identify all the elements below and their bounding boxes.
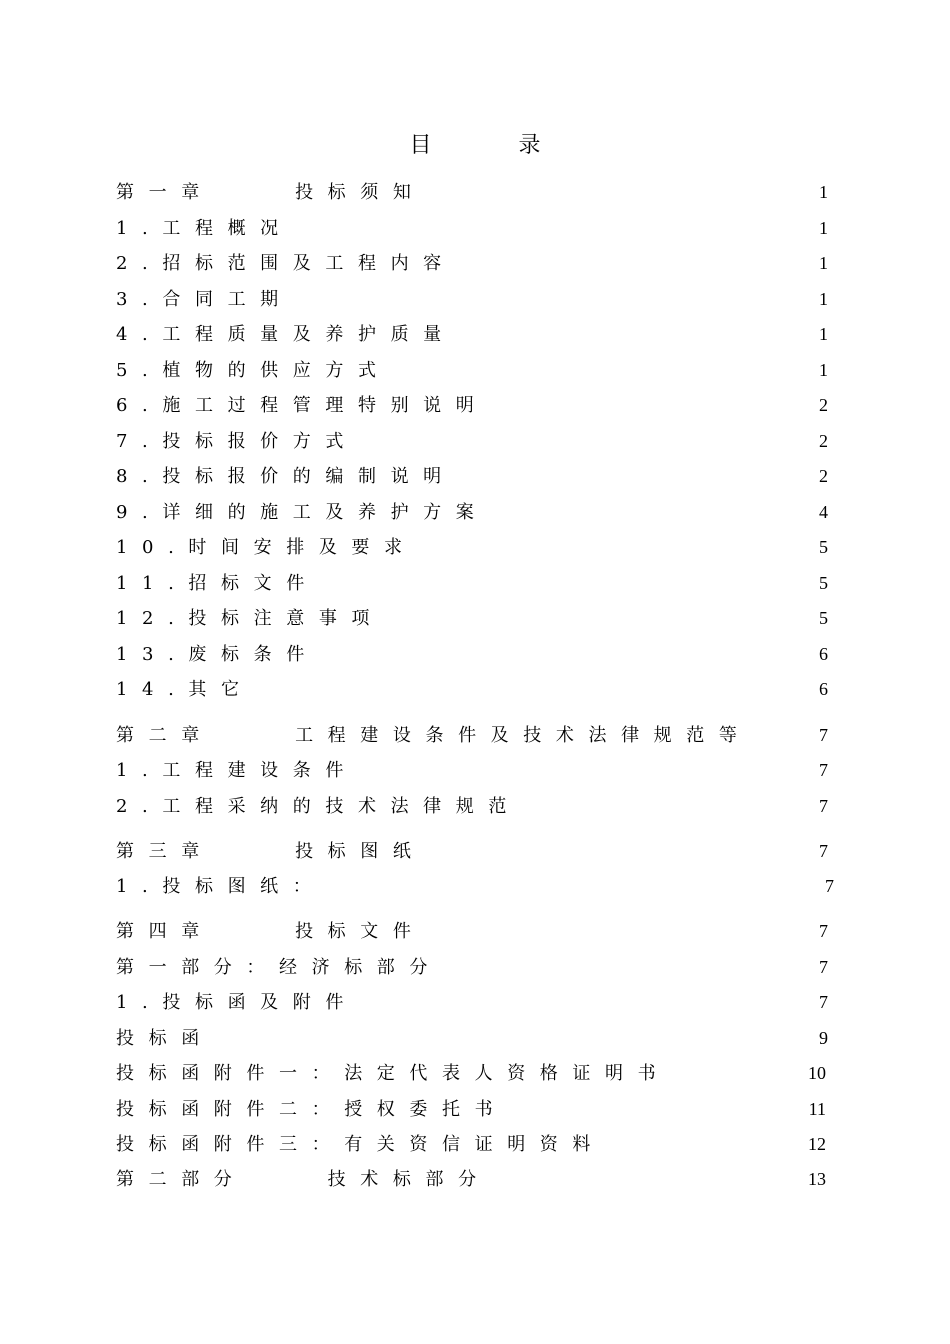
toc-entry[interactable] bbox=[116, 530, 836, 565]
toc-entry[interactable] bbox=[116, 246, 836, 281]
toc-entry[interactable] bbox=[116, 914, 836, 949]
toc-entry[interactable] bbox=[116, 601, 836, 636]
toc-entry-page-number: 7 bbox=[819, 760, 828, 780]
toc-entry[interactable] bbox=[116, 718, 836, 753]
toc-entry-page-number: 2 bbox=[819, 395, 828, 415]
toc-entry-label: 第一部分：经济标部分 bbox=[116, 957, 442, 978]
toc-entry-page-number: 6 bbox=[819, 644, 828, 664]
toc-entry-label: 2.工程采纳的技术法律规范 bbox=[116, 796, 521, 817]
toc-title: 目 录 bbox=[409, 133, 581, 158]
toc-entry-label: 投标函附件三：有关资信证明资料 bbox=[116, 1134, 605, 1155]
toc-entry[interactable] bbox=[116, 753, 836, 788]
toc-entry-page-number: 10 bbox=[808, 1063, 826, 1083]
toc-entry-label: 第三章 投标图纸 bbox=[116, 841, 426, 862]
toc-entry-label: 7.投标报价方式 bbox=[116, 431, 358, 452]
toc-entry-label: 投标函附件二：授权委托书 bbox=[116, 1099, 508, 1120]
toc-entry-label: 3.合同工期 bbox=[116, 289, 293, 310]
toc-entry[interactable] bbox=[116, 672, 836, 707]
toc-entry-label: 投标函附件一：法定代表人资格证明书 bbox=[116, 1063, 671, 1084]
toc-entry-page-number: 13 bbox=[808, 1169, 826, 1189]
toc-entry-label: 4.工程质量及养护质量 bbox=[116, 324, 456, 345]
toc-entry[interactable] bbox=[116, 869, 836, 904]
toc-entry[interactable] bbox=[116, 789, 836, 824]
toc-entry-page-number: 7 bbox=[825, 876, 834, 896]
toc-entry[interactable] bbox=[116, 1056, 836, 1091]
toc-entry[interactable] bbox=[116, 1162, 836, 1197]
toc-entry[interactable] bbox=[116, 317, 836, 352]
toc-entry-page-number: 7 bbox=[819, 921, 828, 941]
toc-entry[interactable] bbox=[116, 1127, 836, 1162]
toc-entry-page-number: 5 bbox=[819, 608, 828, 628]
toc-entry-label: 第二部分 技术标部分 bbox=[116, 1169, 491, 1190]
toc-entry-label: 12.投标注意事项 bbox=[116, 608, 385, 629]
toc-entry[interactable] bbox=[116, 834, 836, 869]
toc-entry-page-number: 1 bbox=[819, 289, 828, 309]
toc-entry-label: 1.工程概况 bbox=[116, 218, 293, 239]
toc-entry-page-number: 1 bbox=[819, 182, 828, 202]
toc-entry-page-number: 4 bbox=[819, 502, 828, 522]
toc-entry[interactable] bbox=[116, 211, 836, 246]
toc-entry-page-number: 7 bbox=[819, 992, 828, 1012]
toc-entry-page-number: 2 bbox=[819, 466, 828, 486]
toc-entry-page-number: 7 bbox=[819, 796, 828, 816]
toc-entry-page-number: 11 bbox=[808, 1099, 826, 1119]
toc-entry[interactable] bbox=[116, 985, 836, 1020]
toc-entry-page-number: 5 bbox=[819, 573, 828, 593]
toc-entry-label: 9.详细的施工及养护方案 bbox=[116, 502, 489, 523]
toc-entry[interactable] bbox=[116, 175, 836, 210]
toc-entry-page-number: 1 bbox=[819, 324, 828, 344]
toc-entry-page-number: 2 bbox=[819, 431, 828, 451]
toc-entry-label: 11.招标文件 bbox=[116, 573, 319, 594]
toc-entry-page-number: 1 bbox=[819, 360, 828, 380]
toc-entry-page-number: 5 bbox=[819, 537, 828, 557]
toc-entry-page-number: 1 bbox=[819, 218, 828, 238]
toc-entry[interactable] bbox=[116, 282, 836, 317]
toc-entry[interactable] bbox=[116, 1021, 836, 1056]
toc-entry[interactable] bbox=[116, 950, 836, 985]
toc-entry-label: 2.招标范围及工程内容 bbox=[116, 253, 456, 274]
toc-entry-label: 第四章 投标文件 bbox=[116, 921, 426, 942]
toc-entry-label: 1.投标函及附件 bbox=[116, 992, 358, 1013]
toc-entry[interactable] bbox=[116, 459, 836, 494]
toc-entry-page-number: 6 bbox=[819, 679, 828, 699]
toc-entry-page-number: 12 bbox=[808, 1134, 826, 1154]
toc-entry-page-number: 9 bbox=[819, 1028, 828, 1048]
toc-entry-label: 1.投标图纸： bbox=[116, 876, 326, 897]
toc-entry[interactable] bbox=[116, 388, 836, 423]
toc-entry[interactable] bbox=[116, 353, 836, 388]
toc-entry-label: 1.工程建设条件 bbox=[116, 760, 358, 781]
toc-entry-page-number: 7 bbox=[819, 957, 828, 977]
toc-entry[interactable] bbox=[116, 495, 836, 530]
toc-entry-label: 13.废标条件 bbox=[116, 644, 319, 665]
toc-entry-label: 14.其它 bbox=[116, 679, 254, 700]
toc-entry-page-number: 1 bbox=[819, 253, 828, 273]
toc-entry-label: 5.植物的供应方式 bbox=[116, 360, 391, 381]
toc-entry-label: 8.投标报价的编制说明 bbox=[116, 466, 456, 487]
toc-entry-page-number: 7 bbox=[819, 841, 828, 861]
toc-entry-label: 第二章 工程建设条件及技术法律规范等 bbox=[116, 725, 752, 746]
toc-entry[interactable] bbox=[116, 424, 836, 459]
toc-entry-label: 第一章 投标须知 bbox=[116, 182, 426, 203]
toc-entry[interactable] bbox=[116, 1092, 836, 1127]
toc-entry-page-number: 7 bbox=[819, 725, 828, 745]
toc-entry[interactable] bbox=[116, 566, 836, 601]
toc-entry-label: 6.施工过程管理特别说明 bbox=[116, 395, 489, 416]
toc-entry[interactable] bbox=[116, 637, 836, 672]
toc-entry-label: 投标函 bbox=[116, 1028, 214, 1049]
toc-entry-label: 10.时间安排及要求 bbox=[116, 537, 417, 558]
